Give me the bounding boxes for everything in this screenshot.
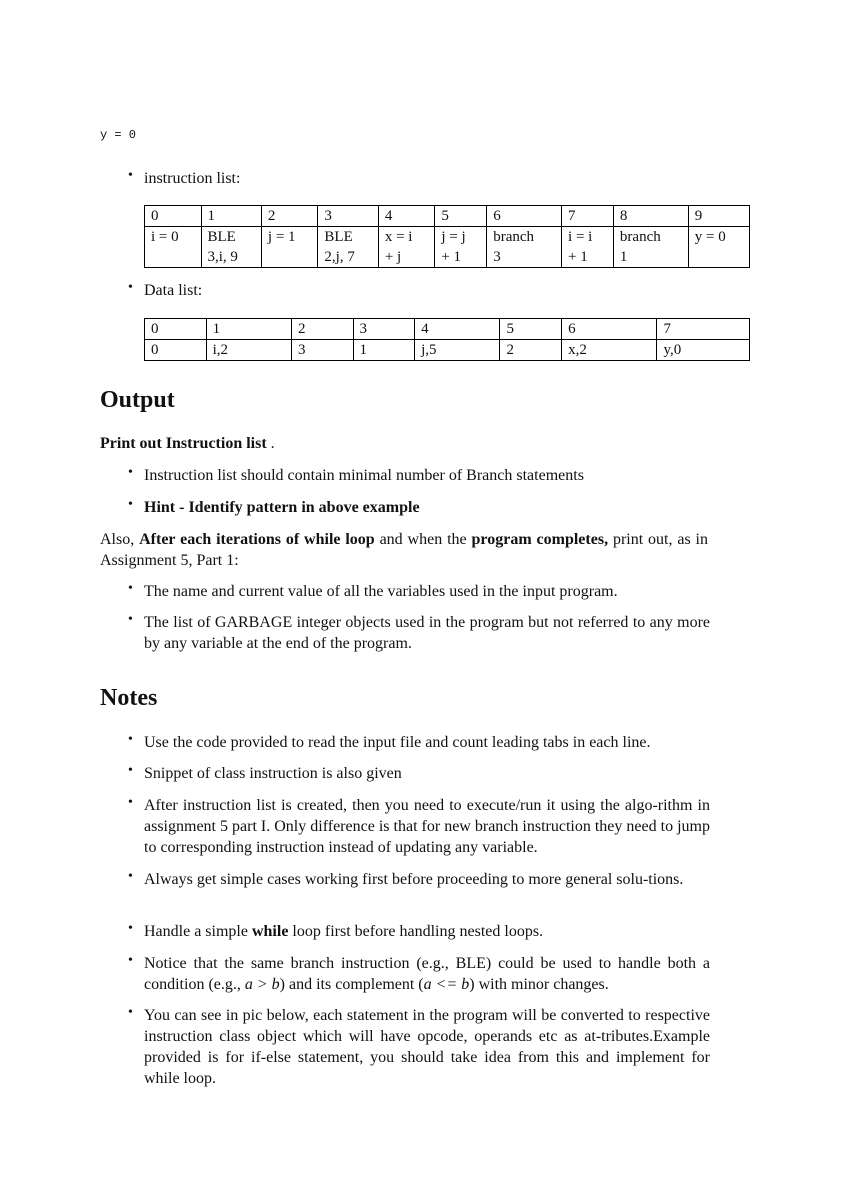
instruction-value-cell	[201, 227, 261, 268]
also-bold-1: After each iterations of while loop	[139, 531, 375, 548]
data-value-cell: 1	[353, 340, 415, 361]
data-index-cell: 2	[291, 319, 353, 340]
data-value-cell: i,2	[206, 340, 291, 361]
instruction-value-line2: 3	[493, 249, 501, 265]
instruction-value-cell	[562, 227, 614, 268]
note-5-text-a: Handle a simple	[144, 923, 252, 940]
instruction-value-cell	[378, 227, 435, 268]
instruction-value-line2: 2,j, 7	[324, 249, 355, 265]
output-bullet-hint: Hint - Identify pattern in above example	[144, 499, 420, 516]
print-line-rest: .	[266, 435, 275, 452]
data-table	[144, 318, 750, 361]
instruction-value-line1: i = i	[568, 229, 593, 245]
note-3: After instruction list is created, then you need to execute/run it using the algo-rithm in assignment 5 part I. Only difference is that for new branch instruction they need to jump to corresponding instruction instead of updating any variable.	[144, 797, 710, 856]
output-bullet-1: Instruction list should contain minimal number of Branch statements	[144, 467, 584, 484]
notes-heading: Notes	[100, 685, 158, 711]
instruction-value-line2: + j	[384, 249, 402, 265]
also-bullet-1: The name and current value of all the variables used in the input program.	[144, 583, 618, 600]
instruction-index-cell: 7	[562, 206, 614, 227]
instruction-value-cell	[145, 227, 202, 268]
instruction-value-line1: j = 1	[267, 229, 296, 245]
instruction-list-label: instruction list:	[144, 170, 241, 187]
instruction-value-cell	[318, 227, 378, 268]
note-5-bold: while	[251, 923, 289, 940]
data-value-cell: y,0	[657, 340, 750, 361]
note-6-math-2: a <= b	[423, 976, 470, 993]
note-4: Always get simple cases working first before proceeding to more general solu-tions.	[144, 871, 684, 888]
also-text-3: print out, as in Assignment 5, Part 1:	[100, 531, 708, 569]
instruction-value-line1: x = i	[384, 229, 413, 245]
instruction-value-line2: 1	[619, 249, 628, 265]
bullet: •	[128, 732, 133, 747]
instruction-value-line1: j = j	[441, 229, 466, 245]
note-6-math-1: a > b	[244, 976, 280, 993]
data-value-cell: x,2	[562, 340, 657, 361]
instruction-value-line1: BLE	[324, 229, 353, 245]
instruction-value-line2: 3,i, 9	[207, 249, 238, 265]
bullet: •	[128, 869, 133, 884]
instruction-index-cell: 8	[613, 206, 688, 227]
print-line	[100, 433, 708, 454]
instruction-value-line1: y = 0	[694, 229, 726, 245]
bullet: •	[128, 795, 133, 810]
code-line: y = 0	[100, 128, 137, 142]
instruction-index-cell: 6	[487, 206, 562, 227]
bullet: •	[128, 921, 133, 936]
instruction-value-cell	[613, 227, 688, 268]
also-text-1: Also,	[100, 531, 140, 548]
note-6-text-c: ) with minor changes.	[469, 976, 609, 993]
data-value-cell: j,5	[415, 340, 500, 361]
data-index-cell: 5	[500, 319, 562, 340]
also-paragraph	[100, 529, 708, 571]
instruction-value-line2: + 1	[441, 249, 462, 265]
data-value-cell: 2	[500, 340, 562, 361]
instruction-index-cell: 3	[318, 206, 378, 227]
instruction-value-line2	[151, 247, 195, 267]
note-6	[144, 953, 710, 995]
bullet: •	[128, 612, 133, 627]
instruction-table	[144, 205, 750, 268]
instruction-value-cell	[435, 227, 487, 268]
note-2: Snippet of class instruction is also given	[144, 765, 402, 782]
print-line-bold: Print out Instruction list	[100, 435, 267, 452]
note-7: You can see in pic below, each statement in the program will be converted to respective instruction class object which will have opcode, operands etc as at-tributes.Example provided is for if-else statement, you should take idea from this and implement for while loop.	[144, 1007, 710, 1087]
note-1: Use the code provided to read the input file and count leading tabs in each line.	[144, 734, 651, 751]
data-list-label: Data list:	[144, 282, 203, 299]
instruction-value-line1: BLE	[207, 229, 236, 245]
bullet: •	[128, 168, 133, 183]
instruction-index-cell: 4	[378, 206, 435, 227]
data-index-cell: 7	[657, 319, 750, 340]
instruction-value-cell	[487, 227, 562, 268]
instruction-value-line1: i = 0	[151, 229, 179, 245]
bullet: •	[128, 953, 133, 968]
bullet: •	[128, 280, 133, 295]
bullet: •	[128, 497, 133, 512]
bullet: •	[128, 763, 133, 778]
bullet: •	[128, 581, 133, 596]
instruction-value-line1: branch	[493, 229, 535, 245]
output-heading: Output	[100, 387, 175, 413]
instruction-index-cell: 1	[201, 206, 261, 227]
also-bold-2: program completes,	[471, 531, 609, 548]
data-value-cell: 3	[291, 340, 353, 361]
also-text-2: and when the	[374, 531, 472, 548]
bullet: •	[128, 1005, 133, 1020]
bullet: •	[128, 465, 133, 480]
instruction-value-line2: + 1	[568, 249, 588, 265]
note-6-text-a: Notice that the same branch instruction (e.g., BLE) could be used to handle both a condition (e.g.,	[144, 955, 710, 993]
instruction-index-cell: 5	[435, 206, 487, 227]
instruction-value-line2	[695, 247, 743, 267]
note-5-text-c: loop first before handling nested loops.	[288, 923, 544, 940]
instruction-index-cell: 9	[688, 206, 749, 227]
also-bullet-2: The list of GARBAGE integer objects used in the program but not referred to any more by any variable at the end of the program.	[144, 614, 710, 652]
instruction-value-line2	[268, 247, 312, 267]
data-index-cell: 6	[562, 319, 657, 340]
instruction-value-cell	[261, 227, 318, 268]
data-value-cell: 0	[145, 340, 207, 361]
instruction-index-cell: 2	[261, 206, 318, 227]
data-index-cell: 0	[145, 319, 207, 340]
note-6-text-b: ) and its complement (	[279, 976, 424, 993]
data-index-cell: 1	[206, 319, 291, 340]
instruction-value-cell	[688, 227, 749, 268]
instruction-index-cell: 0	[145, 206, 202, 227]
data-index-cell: 4	[415, 319, 500, 340]
data-index-cell: 3	[353, 319, 415, 340]
note-5	[144, 921, 710, 942]
instruction-value-line1: branch	[619, 229, 661, 245]
